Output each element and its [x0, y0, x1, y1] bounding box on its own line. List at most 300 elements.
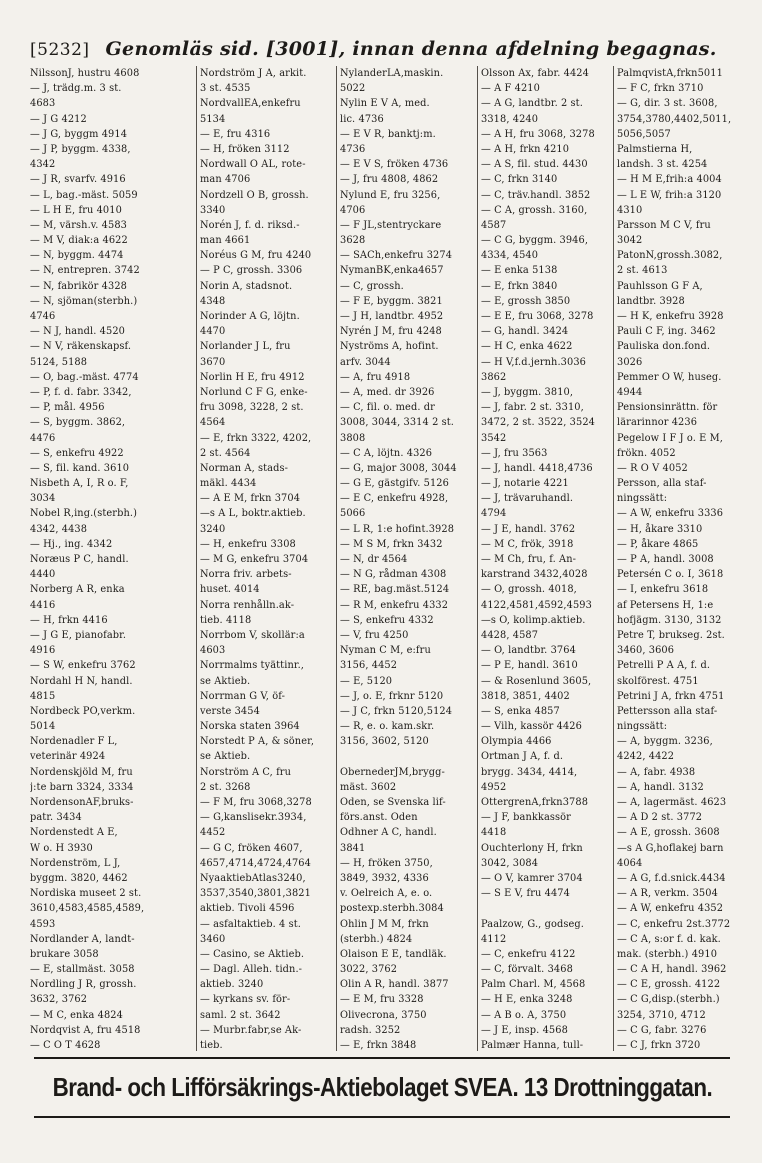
directory-entry: Nordenstedt A E, [30, 827, 118, 839]
directory-entry: fru 3098, 3228, 2 st. [200, 402, 304, 414]
directory-entry: — Dagl. Alleh. tidn.- [200, 964, 303, 976]
directory-entry: — E E, fru 3068, 3278 [481, 311, 594, 322]
directory-entry: skolförest. 4751 [617, 675, 699, 687]
directory-entry: — A E, grossh. 3608 [617, 827, 720, 839]
directory-entry: — J G, byggm 4914 [30, 128, 128, 140]
directory-entry: Parsson M C V, fru [617, 219, 711, 231]
directory-entry: 3841 [340, 842, 366, 854]
directory-entry: — C E, grossh. 4122 [617, 979, 721, 991]
directory-entry: förs.anst. Oden [340, 812, 418, 824]
directory-entry: — S E V, fru 4474 [481, 888, 570, 900]
directory-entry: — S W, enkefru 3762 [30, 660, 136, 672]
directory-entry: Nordenskjöld M, fru [30, 766, 133, 778]
directory-entry: — N J, handl. 4520 [30, 326, 126, 338]
directory-entry: — O, bag.-mäst. 4774 [30, 371, 139, 383]
directory-entry: —s A G,hoflakej barn [617, 842, 724, 854]
directory-entry: OttergrenA,frkn3788 [481, 797, 589, 808]
directory-entry: Pemmer O W, huseg. [617, 371, 722, 383]
directory-entry: Pauliska don.fond. [617, 341, 711, 353]
directory-entry: NordensonAF,bruks- [30, 797, 134, 808]
directory-entry: — C A, löjtn. 4326 [340, 447, 433, 459]
directory-entry: — C A H, handl. 3962 [617, 964, 727, 976]
directory-entry: — H, frkn 4416 [30, 614, 108, 626]
directory-entry: — C A, s:or f. d. kak. [617, 933, 721, 945]
directory-entry: — N V, räkenskapsf. [30, 341, 132, 353]
directory-entry: — I, enkefru 3618 [617, 584, 709, 596]
directory-entry: arfv. 3044 [340, 356, 391, 368]
directory-entry: Pensionsinrättn. för [617, 402, 718, 414]
directory-entry: Noræus P C, handl. [30, 554, 129, 565]
directory-entry: 3026 [617, 356, 643, 368]
directory-entry: Petersén C o. I, 3618 [617, 569, 724, 581]
directory-entry: 3022, 3762 [340, 964, 398, 976]
directory-entry: 4603 [200, 645, 226, 657]
directory-entry: Norman A, stads- [200, 462, 289, 474]
directory-entry: Nordenadler F L, [30, 736, 118, 748]
directory-entry: 4348 [200, 295, 226, 307]
directory-entry: 4342, 4438 [30, 523, 88, 535]
directory-entry: aktieb. 3240 [200, 979, 264, 991]
directory-entry: 3542 [481, 432, 507, 444]
directory-entry: Ortman J A, f. d. [481, 751, 564, 763]
directory-entry: — P, mål. 4956 [30, 402, 105, 414]
directory-entry: — H E, enka 3248 [481, 994, 573, 1006]
directory-entry: — E, frkn 3840 [481, 280, 558, 292]
directory-column-4 [477, 66, 613, 1051]
directory-entry: — P, åkare 4865 [617, 538, 699, 550]
directory-entry: mak. (sterbh.) 4910 [617, 948, 718, 960]
directory-entry: 3610,4583,4585,4589, [30, 903, 145, 915]
directory-entry: — A H, fru 3068, 3278 [481, 128, 595, 140]
directory-entry: — J, notarie 4221 [481, 478, 569, 490]
directory-entry: 3849, 3932, 4336 [340, 872, 429, 884]
directory-entry: — E M, fru 3328 [340, 994, 424, 1006]
directory-entry: 4746 [30, 311, 56, 322]
directory-entry: 4242, 4422 [617, 751, 675, 763]
directory-entry: brukare 3058 [30, 948, 99, 960]
directory-entry: — F E, byggm. 3821 [340, 295, 443, 307]
directory-entry: — A, fru 4918 [340, 371, 411, 383]
directory-entry: Norrbom V, skollär:a [200, 629, 305, 641]
directory-entry: — Vilh, kassör 4426 [481, 721, 582, 733]
directory-entry: — O V, kamrer 3704 [481, 872, 583, 884]
directory-entry: Nordling J R, grossh. [30, 979, 137, 991]
directory-entry: 4593 [30, 918, 56, 930]
directory-entry: NyaaktiebAtlas3240, [200, 872, 306, 884]
directory-entry: 3628 [340, 235, 366, 247]
directory-entry: — J E, handl. 3762 [481, 523, 576, 535]
directory-entry: — J, byggm. 3810, [481, 386, 574, 398]
directory-entry: 2 st. 3268 [200, 781, 251, 793]
directory-entry: Nyströms A, hofint. [340, 341, 439, 353]
directory-entry: — A H, frkn 4210 [481, 143, 570, 155]
directory-entry: — H K, enkefru 3928 [617, 311, 724, 322]
directory-entry: Norrman G V, öf- [200, 690, 286, 702]
directory-entry: 4736 [340, 143, 366, 155]
directory-entry: — H V,f.d.jernh.3036 [481, 356, 587, 368]
directory-entry: — E, fru 4316 [200, 128, 271, 140]
directory-entry: — C, enkefru 4122 [481, 948, 576, 960]
directory-entry: 5066 [340, 508, 366, 520]
directory-entry: — L R, 1:e hofint.3928 [340, 523, 455, 535]
directory-entry: — A B o. A, 3750 [481, 1009, 567, 1021]
directory-entry: Norström A C, fru [200, 766, 291, 778]
directory-entry: 3340 [200, 204, 226, 216]
directory-entry: lärarinnor 4236 [617, 417, 698, 429]
directory-entry: — M C, enka 4824 [30, 1009, 123, 1021]
directory-entry: 4470 [200, 326, 226, 338]
directory-entry: Pegelow I F J o. E M, [617, 432, 723, 444]
directory-entry: Ohlin J M M, frkn [340, 918, 429, 930]
directory-entry: karstrand 3432,4028 [481, 569, 588, 581]
directory-entry: — P A, handl. 3008 [617, 554, 714, 565]
directory-entry: — A W, enkefru 3336 [617, 508, 724, 520]
directory-entry: — H C, enka 4622 [481, 341, 573, 353]
directory-entry: — Hj., ing. 4342 [30, 538, 113, 550]
directory-entry: — asfaltaktieb. 4 st. [200, 918, 301, 930]
directory-entry: 4112 [481, 933, 507, 945]
directory-entry: Norberg A R, enka [30, 584, 125, 596]
directory-entry: 3240 [200, 523, 226, 535]
directory-entry: tieb. [200, 1040, 223, 1051]
directory-entry: 3318, 4240 [481, 113, 539, 125]
directory-entry: — A, lagermäst. 4623 [617, 797, 727, 808]
directory-entry: — J, fru 4808, 4862 [340, 174, 439, 186]
directory-entry: —s A L, boktr.aktieb. [200, 508, 306, 520]
directory-entry: se Aktieb. [200, 751, 251, 763]
directory-entry: se Aktieb. [200, 675, 251, 687]
directory-entry: 3 st. 4535 [200, 83, 251, 95]
directory-entry: Norlin H E, fru 4912 [200, 371, 305, 383]
directory-entry: man 4661 [200, 235, 251, 247]
advertisement-banner [34, 1057, 730, 1118]
directory-entry: — N, sjöman(sterbh.) [30, 295, 138, 307]
directory-entry: 3042 [617, 235, 643, 247]
directory-entry: — G,kanslisekr.3934, [200, 812, 307, 824]
directory-entry: W o. H 3930 [30, 842, 93, 854]
directory-entry: Petrelli P A A, f. d. [617, 660, 711, 672]
directory-column-2 [196, 66, 336, 1051]
directory-entry: 4944 [617, 386, 643, 398]
directory-entry: — J, trädg.m. 3 st. [30, 83, 122, 95]
directory-entry: — H M E,frih:a 4004 [617, 174, 722, 186]
directory-entry: — P C, grossh. 3306 [200, 265, 303, 277]
directory-entry: Pauhlsson G F A, [617, 280, 703, 292]
directory-entry: — V, fru 4250 [340, 629, 409, 641]
directory-entry: 5124, 5188 [30, 356, 88, 368]
directory-entry: — J G 4212 [30, 113, 87, 125]
directory-entry: Norstedt P A, & söner, [200, 736, 315, 748]
directory-entry: 4342 [30, 159, 56, 171]
directory-entry: 4064 [617, 857, 643, 869]
directory-entry: — S, enkefru 4922 [30, 447, 124, 459]
directory-entry: 4416 [30, 599, 56, 611]
directory-entry: — G, dir. 3 st. 3608, [617, 98, 718, 110]
directory-entry: Persson, alla staf- [617, 478, 707, 490]
directory-entry: — M S M, frkn 3432 [340, 538, 443, 550]
directory-entry: — G, handl. 3424 [481, 326, 569, 338]
directory-entry: 3008, 3044, 3314 2 st. [340, 417, 454, 429]
directory-entry: — J, o. E, frknr 5120 [340, 690, 444, 702]
directory-entry: Nordbeck PO,verkm. [30, 705, 136, 717]
directory-entry: man 4706 [200, 174, 251, 186]
directory-entry: Palmstierna H, [617, 143, 693, 155]
directory-entry: — A, handl. 3132 [617, 781, 704, 793]
directory-entry: mäkl. 4434 [200, 478, 257, 490]
directory-entry: frökn. 4052 [617, 447, 676, 459]
directory-entry: — S, enkefru 4332 [340, 614, 434, 626]
directory-entry: 2 st. 4564 [200, 447, 251, 459]
directory-entry: Norra renhålln.ak- [200, 599, 295, 611]
directory-entry: tieb. 4118 [200, 614, 252, 626]
directory-entry: 3537,3540,3801,3821 [200, 888, 311, 900]
directory-entry: Oden, se Svenska lif- [340, 797, 446, 808]
directory-entry: Petre T, brukseg. 2st. [617, 629, 725, 641]
directory-entry: 4815 [30, 690, 56, 702]
directory-entry: Pauli C F, ing. 3462 [617, 326, 716, 338]
directory-entry: 4706 [340, 204, 366, 216]
directory-entry: — J C, frkn 5120,5124 [340, 705, 453, 717]
directory-entry: 4683 [30, 98, 56, 110]
directory-entry [481, 901, 610, 916]
directory-entry: — R, e. o. kam.skr. [340, 721, 435, 733]
directory-entry: — E C, enkefru 4928, [340, 493, 449, 505]
directory-entry: — J, fabr. 2 st. 3310, [481, 402, 584, 414]
directory-entry: Olsson Ax, fabr. 4424 [481, 68, 589, 79]
directory-entry: 5014 [30, 721, 56, 733]
directory-entry: Palmær Hanna, tull- [481, 1040, 584, 1051]
directory-entry: 3472, 2 st. 3522, 3524 [481, 417, 595, 429]
directory-entry: — SACh,enkefru 3274 [340, 250, 453, 262]
directory-entry [340, 749, 474, 764]
directory-entry: — O, grossh. 4018, [481, 584, 577, 596]
directory-entry: — H, åkare 3310 [617, 523, 703, 535]
directory-entry: NylanderLA,maskin. [340, 68, 444, 79]
directory-entry: — L H E, fru 4010 [30, 204, 122, 216]
directory-entry: ningssätt: [617, 721, 668, 733]
directory-entry: — A, med. dr 3926 [340, 386, 435, 398]
directory-entry: — kyrkans sv. för- [200, 994, 291, 1006]
directory-entry: — L E W, frih:a 3120 [617, 189, 722, 201]
directory-entry: — R O V 4052 [617, 462, 688, 474]
directory-entry: Odhner A C, handl. [340, 827, 437, 839]
directory-entry: lic. 4736 [340, 113, 384, 125]
directory-entry: Nordahl H N, handl. [30, 675, 133, 687]
directory-entry: — N, fabrikör 4328 [30, 280, 128, 292]
directory-entry: — R M, enkefru 4332 [340, 599, 449, 611]
directory-entry: — M C, frök, 3918 [481, 538, 574, 550]
directory-entry: — N, entrepren. 3742 [30, 265, 140, 277]
directory-entry: — Murbr.fabr,se Ak- [200, 1024, 302, 1036]
directory-entry: 4952 [481, 781, 507, 793]
directory-entry: 4587 [481, 219, 507, 231]
directory-entry: Pettersson alla staf- [617, 705, 718, 717]
directory-entry: 4794 [481, 508, 507, 520]
directory-entry: — J G E, pianofabr. [30, 629, 127, 641]
directory-column-5 [613, 66, 735, 1051]
directory-entry: — J E, insp. 4568 [481, 1024, 568, 1036]
directory-entry: — P, f. d. fabr. 3342, [30, 386, 132, 398]
directory-entry: — S, fil. kand. 3610 [30, 462, 130, 474]
directory-entry: — A G, f.d.snick.4434 [617, 872, 726, 884]
directory-entry: 4310 [617, 204, 643, 216]
directory-entry: 4428, 4587 [481, 629, 539, 641]
directory-entry: — C, enkefru 2st.3772 [617, 918, 731, 930]
directory-entry: Nyrén J M, fru 4248 [340, 326, 442, 338]
directory-entry: Noréus G M, fru 4240 [200, 250, 312, 262]
directory-entry: — H, fröken 3750, [340, 857, 433, 869]
directory-entry: 3862 [481, 371, 507, 383]
directory-entry: 5022 [340, 83, 366, 95]
directory-entry: Nordwall O AL, rote- [200, 159, 306, 171]
directory-entry: PalmqvistA,frkn5011 [617, 68, 723, 79]
directory-entry: 3670 [200, 356, 226, 368]
directory-entry: — J, handl. 4418,4736 [481, 462, 593, 474]
directory-entry: 2 st. 4613 [617, 265, 668, 277]
directory-entry: Norrmalms tyättinr., [200, 660, 304, 672]
directory-entry: — M G, enkefru 3704 [200, 554, 309, 565]
directory-entry: Norska staten 3964 [200, 721, 300, 733]
directory-entry: brygg. 3434, 4414, [481, 766, 578, 778]
directory-entry: 4122,4581,4592,4593 [481, 599, 592, 611]
directory-entry: — E, stallmäst. 3058 [30, 964, 135, 976]
directory-entry: Nobel R,ing.(sterbh.) [30, 508, 137, 520]
directory-entry: — J, trävaruhandl. [481, 493, 574, 505]
directory-column-1 [30, 66, 196, 1051]
directory-entry: Nordzell O B, grossh. [200, 189, 309, 201]
directory-entry: Norlander J L, fru [200, 341, 291, 353]
directory-entry: 4440 [30, 569, 56, 581]
directory-entry: Olaison E E, tandläk. [340, 948, 447, 960]
directory-entry: — G E, gästgifv. 5126 [340, 478, 449, 490]
directory-entry: Norlund C F G, enke- [200, 386, 308, 398]
directory-entry: —s O, kolimp.aktieb. [481, 614, 586, 626]
directory-entry: 3632, 3762 [30, 994, 88, 1006]
directory-entry: mäst. 3602 [340, 781, 397, 793]
directory-entry: landsh. 3 st. 4254 [617, 159, 708, 171]
directory-entry: 3156, 3602, 5120 [340, 736, 429, 748]
directory-entry: — E V S, fröken 4736 [340, 159, 449, 171]
directory-entry: Nisbeth A, I, R o. F, [30, 478, 129, 490]
directory-entry: 3818, 3851, 4402 [481, 690, 570, 702]
directory-entry: — A D 2 st. 3772 [617, 812, 703, 824]
directory-entry: 4916 [30, 645, 56, 657]
directory-entry: 4657,4714,4724,4764 [200, 857, 311, 869]
directory-entry: — A S, fil. stud. 4430 [481, 159, 588, 171]
directory-entry: Nylund E, fru 3256, [340, 189, 441, 201]
directory-entry: 3034 [30, 493, 56, 505]
directory-entry: — A, byggm. 3236, [617, 736, 713, 748]
directory-entry: — A G, landtbr. 2 st. [481, 98, 583, 110]
directory-entry: NilssonJ, hustru 4608 [30, 68, 140, 79]
directory-entry: (sterbh.) 4824 [340, 933, 413, 945]
directory-entry: Nordlander A, landt- [30, 933, 135, 945]
directory-entry: Olin A R, handl. 3877 [340, 979, 449, 991]
directory-entry: NordvallEA,enkefru [200, 98, 301, 110]
directory-entry: — A R, verkm. 3504 [617, 888, 718, 900]
directory-entry: radsh. 3252 [340, 1024, 401, 1036]
directory-entry: 3754,3780,4402,5011, [617, 113, 732, 125]
directory-entry: ningssätt: [617, 493, 668, 505]
directory-entry: Petrini J A, frkn 4751 [617, 690, 725, 702]
directory-entry: Olympia 4466 [481, 736, 552, 748]
directory-entry: 3460, 3606 [617, 645, 675, 657]
directory-entry: hofjägm. 3130, 3132 [617, 614, 722, 626]
directory-entry: 4418 [481, 827, 507, 839]
directory-entry: — A F 4210 [481, 83, 540, 95]
directory-entry: — E enka 5138 [481, 265, 558, 277]
directory-entry: — Casino, se Aktieb. [200, 948, 305, 960]
directory-entry: Norén J, f. d. riksd.- [200, 219, 300, 231]
directory-entry: — & Rosenlund 3605, [481, 675, 592, 687]
directory-column-3 [336, 66, 477, 1051]
directory-entry: 3156, 4452 [340, 660, 398, 672]
directory-entry: Norin A, stadsnot. [200, 280, 293, 292]
directory-entry: — F JL,stentryckare [340, 219, 442, 231]
directory-entry: Olivecrona, 3750 [340, 1009, 427, 1021]
directory-entry: verste 3454 [200, 705, 260, 717]
directory-entry: — H, fröken 3112 [200, 143, 290, 155]
page-header [30, 38, 730, 68]
directory-entry: NymanBK,enka4657 [340, 265, 444, 277]
directory-entry: — O, landtbr. 3764 [481, 645, 576, 657]
directory-entry: Norinder A G, löjtn. [200, 311, 300, 322]
directory-entry: — A, fabr. 4938 [617, 766, 696, 778]
directory-entry: huset. 4014 [200, 584, 260, 596]
directory-entry: — C, grossh. [340, 280, 404, 292]
directory-entry: 5134 [200, 113, 226, 125]
directory-entry: 3042, 3084 [481, 857, 539, 869]
directory-entry: postexp.sterbh.3084 [340, 903, 444, 915]
directory-entry: — P E, handl. 3610 [481, 660, 578, 672]
directory-entry: — M, värsh.v. 4583 [30, 219, 128, 231]
directory-entry: — C G, byggm. 3946, [481, 235, 589, 247]
directory-entry: — E, grossh 3850 [481, 295, 571, 307]
directory-entry: ObernederJM,brygg- [340, 766, 445, 778]
directory-entry: — N, dr 4564 [340, 554, 408, 565]
directory-entry: — C G,disp.(sterbh.) [617, 994, 720, 1006]
directory-entry: — S, enka 4857 [481, 705, 560, 717]
directory-entry: — N G, rådman 4308 [340, 569, 447, 581]
directory-entry: v. Oelreich A, e. o. [340, 888, 433, 900]
directory-entry: — M V, diak:a 4622 [30, 235, 128, 247]
directory-entry: Nordqvist A, fru 4518 [30, 1024, 141, 1036]
directory-entry: — E V R, banktj:m. [340, 128, 436, 140]
directory-entry: PatonN,grossh.3082, [617, 250, 723, 262]
directory-entry: — L, bag.-mäst. 5059 [30, 189, 138, 201]
directory-entry: aktieb. Tivoli 4596 [200, 903, 295, 915]
directory-entry: — J P, byggm. 4338, [30, 143, 131, 155]
directory-entry: Norra friv. arbets- [200, 569, 292, 581]
directory-entry: af Petersens H, 1:e [617, 599, 714, 611]
directory-entry: patr. 3434 [30, 812, 82, 824]
directory-entry: — J R, svarfv. 4916 [30, 174, 126, 186]
directory-entry: landtbr. 3928 [617, 295, 685, 307]
directory-entry: — E, 5120 [340, 675, 393, 687]
directory-entry: Nyman C M, e:fru [340, 645, 431, 657]
directory-entry: 4452 [200, 827, 226, 839]
directory-entry: 3460 [200, 933, 226, 945]
directory-entry: Palm Charl. M, 4568 [481, 979, 586, 991]
directory-entry: Nordenström, L J, [30, 857, 121, 869]
directory-entry: saml. 2 st. 3642 [200, 1009, 281, 1021]
directory-entry: — J H, landtbr. 4952 [340, 311, 444, 322]
directory-entry: — M Ch, fru, f. An- [481, 554, 577, 565]
directory-entry: — C G, fabr. 3276 [617, 1024, 707, 1036]
directory-entry: Paalzow, G., godseg. [481, 918, 584, 930]
directory-entry: Ouchterlony H, frkn [481, 842, 583, 854]
directory-entry: — C O T 4628 [30, 1040, 101, 1051]
